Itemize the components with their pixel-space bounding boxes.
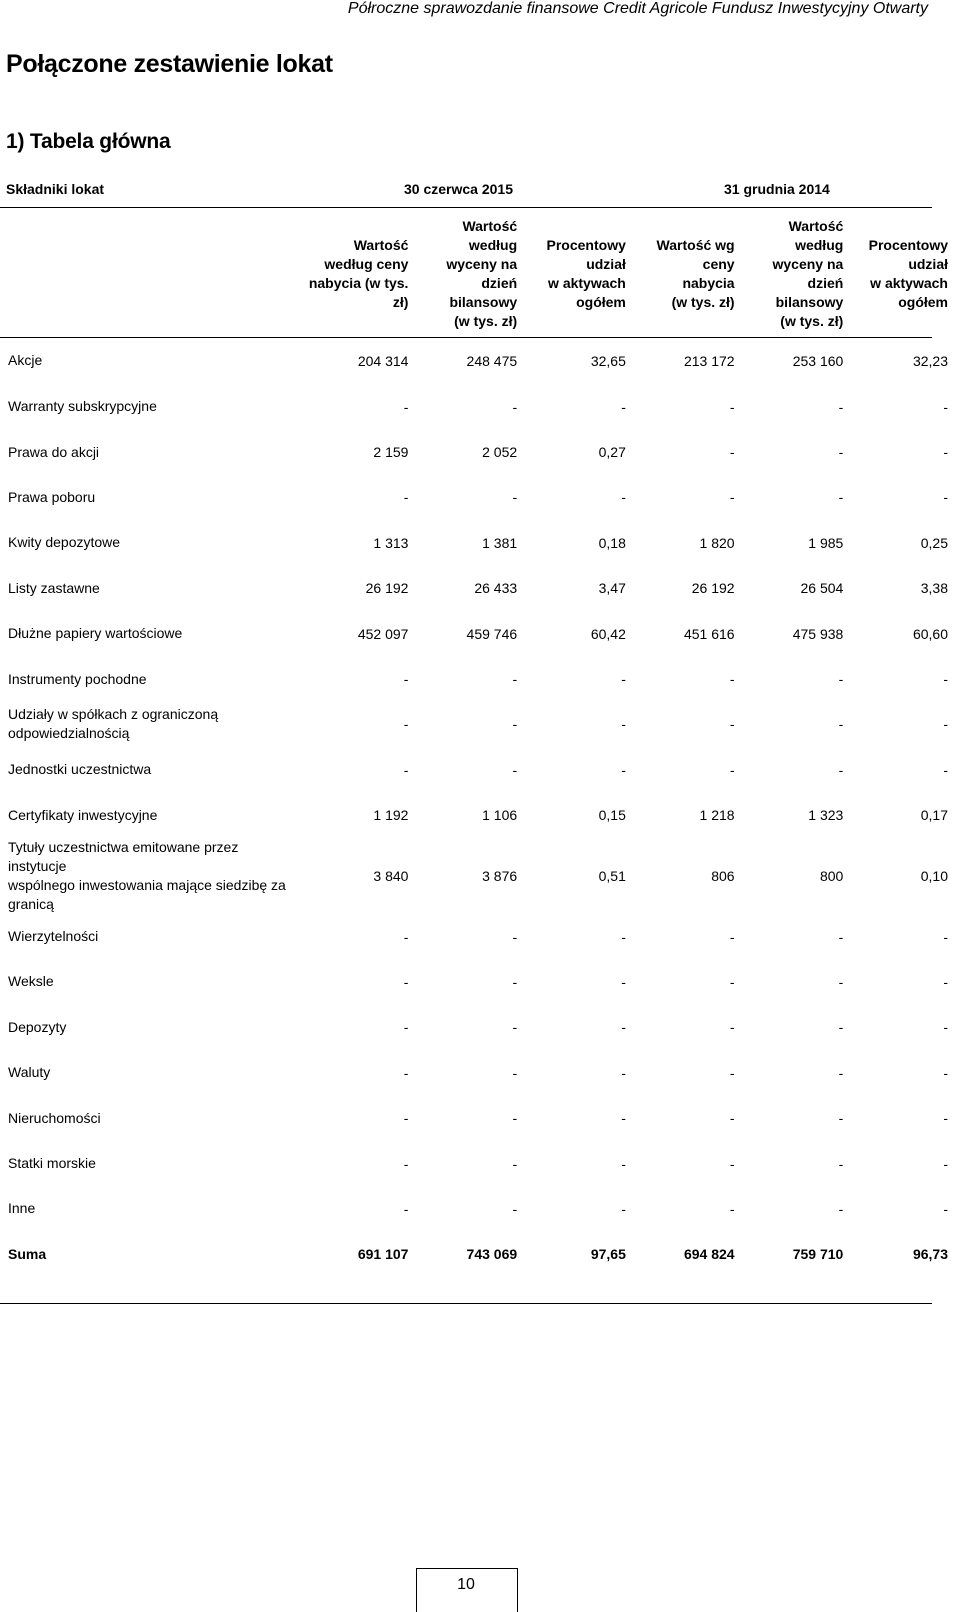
row-value: - [838,398,844,415]
row-value: 0,51 [598,867,626,884]
table-row [0,337,956,384]
row-value: - [512,1019,518,1036]
row-label: Waluty [8,1064,51,1081]
row-label: Prawa poboru [8,488,96,505]
section-title: 1) Tabela główna [6,130,171,153]
row-value: - [838,716,844,733]
row-value: - [403,928,409,945]
row-value: - [512,671,518,688]
row-value: 1 192 [373,807,409,824]
row-value: 60,42 [590,625,626,642]
row-value: 26 433 [474,580,518,597]
row-value: - [838,1110,844,1127]
table-row [0,838,956,914]
page-title: Połączone zestawienie lokat [6,50,333,78]
row-value: - [729,1064,735,1081]
row-value: 204 314 [357,352,409,369]
row-value: 1 218 [699,807,735,824]
table-row [0,475,956,520]
row-value: 459 746 [466,625,518,642]
row-value: - [729,444,735,461]
row-value: 0,15 [598,807,626,824]
row-value: 96,73 [912,1246,948,1263]
row-value: - [943,973,948,990]
row-value: - [512,1064,518,1081]
row-value: - [403,1064,409,1081]
row-label: Tytuły uczestnictwa emitowane przez instytucje wspólnego inwestowania mające siedzibę za granicą [8,838,286,912]
row-value: 2 052 [482,444,518,461]
row-value: 3,47 [598,580,626,597]
row-value: 800 [819,867,844,884]
row-value: - [403,1155,409,1172]
row-label: Certyfikaty inwestycyjne [8,806,158,823]
table-row [0,384,956,429]
row-value: - [512,398,518,415]
row-value: 2 159 [373,444,409,461]
investment-table [0,210,956,1277]
row-value: - [838,928,844,945]
row-value: - [403,1200,409,1217]
row-value: 759 710 [792,1246,844,1263]
row-value: 0,18 [598,534,626,551]
row-value: - [621,1064,626,1081]
row-value: - [838,1200,844,1217]
row-value: - [729,716,735,733]
row-value: - [838,489,844,506]
row-value: 0,25 [920,534,948,551]
row-value: 806 [711,867,735,884]
row-value: - [621,973,626,990]
row-value: - [403,1110,409,1127]
table-row [0,566,956,611]
row-label: Kwity depozytowe [8,534,121,551]
row-label: Prawa do akcji [8,443,100,460]
row-label: Instrumenty pochodne [8,670,147,687]
row-value: 1 313 [373,534,409,551]
row-value: 1 106 [482,807,518,824]
row-value: 32,23 [912,352,948,369]
row-value: - [621,489,626,506]
row-value: 26 504 [800,580,844,597]
row-value: - [621,671,626,688]
row-value: - [403,398,409,415]
table-row [0,1141,956,1186]
row-value: - [729,973,735,990]
row-value: - [943,1200,948,1217]
row-label: Inne [8,1200,36,1217]
column-header-valuation-2014: Wartość według wyceny na dzień bilansowy (w tys. zł) [772,217,844,329]
row-value: - [943,444,948,461]
row-label: Jednostki uczestnictwa [8,761,152,778]
table-row [0,1005,956,1050]
row-label: Akcje [8,352,43,368]
column-header-share-2015: Procentowy udział w aktywach ogółem [546,236,626,310]
column-header-row [0,210,956,337]
row-value: 694 824 [683,1246,735,1263]
row-label: Nieruchomości [8,1109,101,1126]
table-row [0,429,956,474]
row-value: - [943,398,948,415]
row-value: - [621,761,626,778]
row-value: 1 323 [808,807,844,824]
column-header-cost-2015: Wartość według ceny nabycia (w tys. zł) [308,236,409,310]
header-top-rule [0,207,932,208]
row-label: Statki morskie [8,1155,96,1172]
row-value: - [403,1019,409,1036]
row-value: - [621,1200,626,1217]
row-value: - [403,716,409,733]
row-value: - [943,489,948,506]
column-header-cost-2014: Wartość wg ceny nabycia (w tys. zł) [656,236,735,310]
row-value: - [403,489,409,506]
row-value: - [943,1110,948,1127]
row-value: - [512,761,518,778]
table-total-row [0,1232,956,1277]
row-label: Wierzytelności [8,928,99,945]
row-value: - [729,1110,735,1127]
table-row [0,611,956,656]
row-value: - [729,761,735,778]
row-value: - [512,1110,518,1127]
row-value: 213 172 [683,352,735,369]
row-value: - [838,671,844,688]
row-value: - [943,671,948,688]
row-value: 253 160 [792,352,844,369]
row-value: - [838,1019,844,1036]
row-value: - [838,761,844,778]
row-value: 26 192 [691,580,735,597]
row-value: - [512,973,518,990]
period-1-header: 30 czerwca 2015 [404,181,513,197]
row-value: - [512,716,518,733]
row-value: 1 985 [808,534,844,551]
table-row [0,656,956,701]
row-value: - [403,761,409,778]
row-value: 3,38 [920,580,948,597]
row-label: Depozyty [8,1018,67,1035]
row-label: Warranty subskrypcyjne [8,398,157,415]
row-label: Weksle [8,973,54,990]
row-value: 3 840 [373,867,409,884]
row-value: - [621,398,626,415]
row-value: 248 475 [466,352,518,369]
row-value: - [838,1064,844,1081]
row-label: Udziały w spółkach z ograniczoną odpowiedzialnością [8,706,219,742]
row-value: - [838,973,844,990]
row-label: Suma [8,1245,47,1262]
row-value: - [512,489,518,506]
row-value: 26 192 [365,580,409,597]
row-value: - [512,1155,518,1172]
row-value: - [943,716,948,733]
table-row [0,1095,956,1140]
row-value: - [403,973,409,990]
row-value: - [621,1155,626,1172]
row-value: 0,27 [598,444,626,461]
header-bottom-rule [0,337,932,338]
period-2-header: 31 grudnia 2014 [724,181,830,197]
column-header-spacer [0,210,306,337]
table-row [0,914,956,959]
table-row [0,959,956,1004]
row-value: - [838,444,844,461]
row-value: - [729,1019,735,1036]
table-row [0,1186,956,1231]
row-value: 0,17 [920,807,948,824]
row-value: 451 616 [683,625,735,642]
row-value: - [729,1200,735,1217]
table-row [0,520,956,565]
row-value: - [729,671,735,688]
table-row [0,747,956,792]
column-header-valuation-2015: Wartość według wyceny na dzień bilansowy (w tys. zł) [446,217,518,329]
table-row [0,702,956,747]
row-value: - [943,1064,948,1081]
row-value: 60,60 [912,625,948,642]
running-header: Półroczne sprawozdanie finansowe Credit Agricole Fundusz Inwestycyjny Otwarty [347,0,928,17]
table-period-row [0,181,960,201]
row-value: 97,65 [590,1246,626,1263]
row-value: - [729,928,735,945]
column-header-share-2014: Procentowy udział w aktywach ogółem [868,236,948,310]
row-label: Listy zastawne [8,579,100,596]
table-bottom-rule [0,1303,932,1304]
row-value: 691 107 [357,1246,409,1263]
row-value: - [403,671,409,688]
row-value: 0,10 [920,867,948,884]
row-value: 452 097 [357,625,409,642]
row-label: Dłużne papiery wartościowe [8,625,183,642]
row-value: - [943,1155,948,1172]
row-value: - [621,928,626,945]
row-value: - [838,1155,844,1172]
row-value: - [621,1110,626,1127]
table-row [0,793,956,838]
row-value: - [512,928,518,945]
row-value: 1 820 [699,534,735,551]
row-value: - [729,489,735,506]
table-row [0,1050,956,1095]
row-value: - [729,1155,735,1172]
row-value: - [943,928,948,945]
row-value: 32,65 [590,352,626,369]
row-value: - [729,398,735,415]
row-value: - [621,1019,626,1036]
label-column-header: Składniki lokat [6,181,105,197]
row-value: - [943,761,948,778]
page-number: 10 [457,1576,475,1593]
row-value: - [512,1200,518,1217]
row-value: 3 876 [482,867,518,884]
row-value: 1 381 [482,534,518,551]
row-value: 743 069 [466,1246,518,1263]
row-value: - [943,1019,948,1036]
row-value: 475 938 [792,625,844,642]
row-value: - [621,716,626,733]
